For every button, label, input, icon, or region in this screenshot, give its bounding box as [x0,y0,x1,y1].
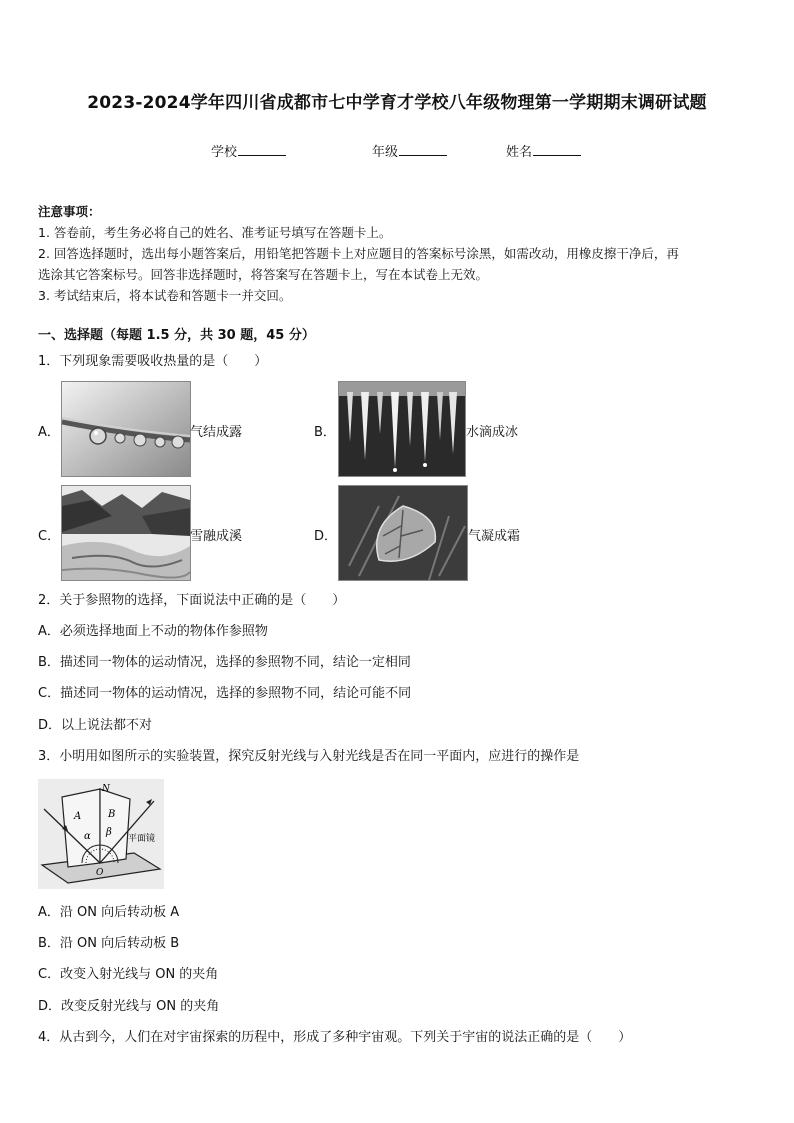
notice-item: 2. 回答选择题时，选出每小题答案后，用铅笔把答题卡上对应题目的答案标号涂黑，如需改动，用橡皮擦干净后，再 [38,246,679,261]
q2-option-a: A．必须选择地面上不动的物体作参照物 [38,624,268,639]
q1-option-d-letter: D． [314,529,338,544]
question-4-stem: 4．从古到今，人们在对宇宙探索的历程中，形成了多种宇宙观。下列关于宇宙的说法正确的是（ ） [38,1030,632,1045]
notice-item: 选涂其它答案标号。回答非选择题时，将答案写在答题卡上，写在本试卷上无效。 [38,267,489,282]
q3-option-d: D．改变反射光线与 ON 的夹角 [38,999,220,1014]
notice-block [38,201,760,306]
q1-option-c-letter: C． [38,529,61,544]
notice-item: 1. 答卷前，考生务必将自己的姓名、准考证号填写在答题卡上。 [38,225,392,240]
page-title: 2023-2024学年四川省成都市七中学育才学校八年级物理第一学期期末调研试题 [87,93,707,113]
label-o: O [96,868,104,878]
school-label: 学校 [211,145,238,160]
q3-option-c: C．改变入射光线与 ON 的夹角 [38,967,219,982]
notice-item: 3. 考试结束后，将本试卷和答题卡一并交回。 [38,288,292,303]
name-blank [533,143,581,156]
grade-label: 年级 [372,145,399,160]
grade-field [372,141,447,160]
q2-option-c: C．描述同一物体的运动情况，选择的参照物不同，结论可能不同 [38,686,412,701]
q2-option-b: B．描述同一物体的运动情况，选择的参照物不同，结论一定相同 [38,655,411,670]
q1-option-a-image [61,381,191,477]
question-3-stem: 3．小明用如图所示的实验装置，探究反射光线与入射光线是否在同一平面内，应进行的操作是 [38,749,580,764]
label-beta: β [106,827,112,838]
question-1-stem: 1．下列现象需要吸收热量的是（ ） [38,354,268,369]
dew-drops-image [62,382,190,476]
q1-option-b-image [338,381,466,477]
grade-blank [399,143,447,156]
label-n: N [102,784,110,794]
q1-option-b-caption: 水滴成冰 [466,425,519,440]
q1-option-d-caption: 气凝成霜 [468,529,521,544]
reflection-apparatus-diagram [38,779,164,889]
q3-figure [38,779,164,889]
q2-option-d: D．以上说法都不对 [38,718,153,733]
q3-option-a: A．沿 ON 向后转动板 A [38,905,180,920]
q1-option-b-letter: B． [314,425,336,440]
section-heading: 一、选择题（每题 1.5 分，共 30 题，45 分） [38,328,315,343]
label-a: A [74,811,82,822]
label-mirror: 平面镜 [128,834,156,844]
name-field [506,141,581,160]
q1-option-d-image [338,485,468,581]
q1-option-c-caption: 雪融成溪 [190,529,243,544]
q3-option-b: B．沿 ON 向后转动板 B [38,936,180,951]
name-label: 姓名 [506,145,533,160]
question-2-stem: 2．关于参照物的选择，下面说法中正确的是（ ） [38,593,346,608]
snow-stream-image [62,486,190,580]
frost-leaf-image [339,486,467,580]
q1-option-a-caption: 气结成露 [190,425,243,440]
q1-option-c-image [61,485,191,581]
icicles-image [339,382,465,476]
notice-heading: 注意事项： [38,204,101,219]
school-field [211,141,286,160]
q1-option-a-letter: A． [38,425,60,440]
label-alpha: α [84,831,91,842]
school-blank [238,143,286,156]
label-b: B [108,809,116,820]
